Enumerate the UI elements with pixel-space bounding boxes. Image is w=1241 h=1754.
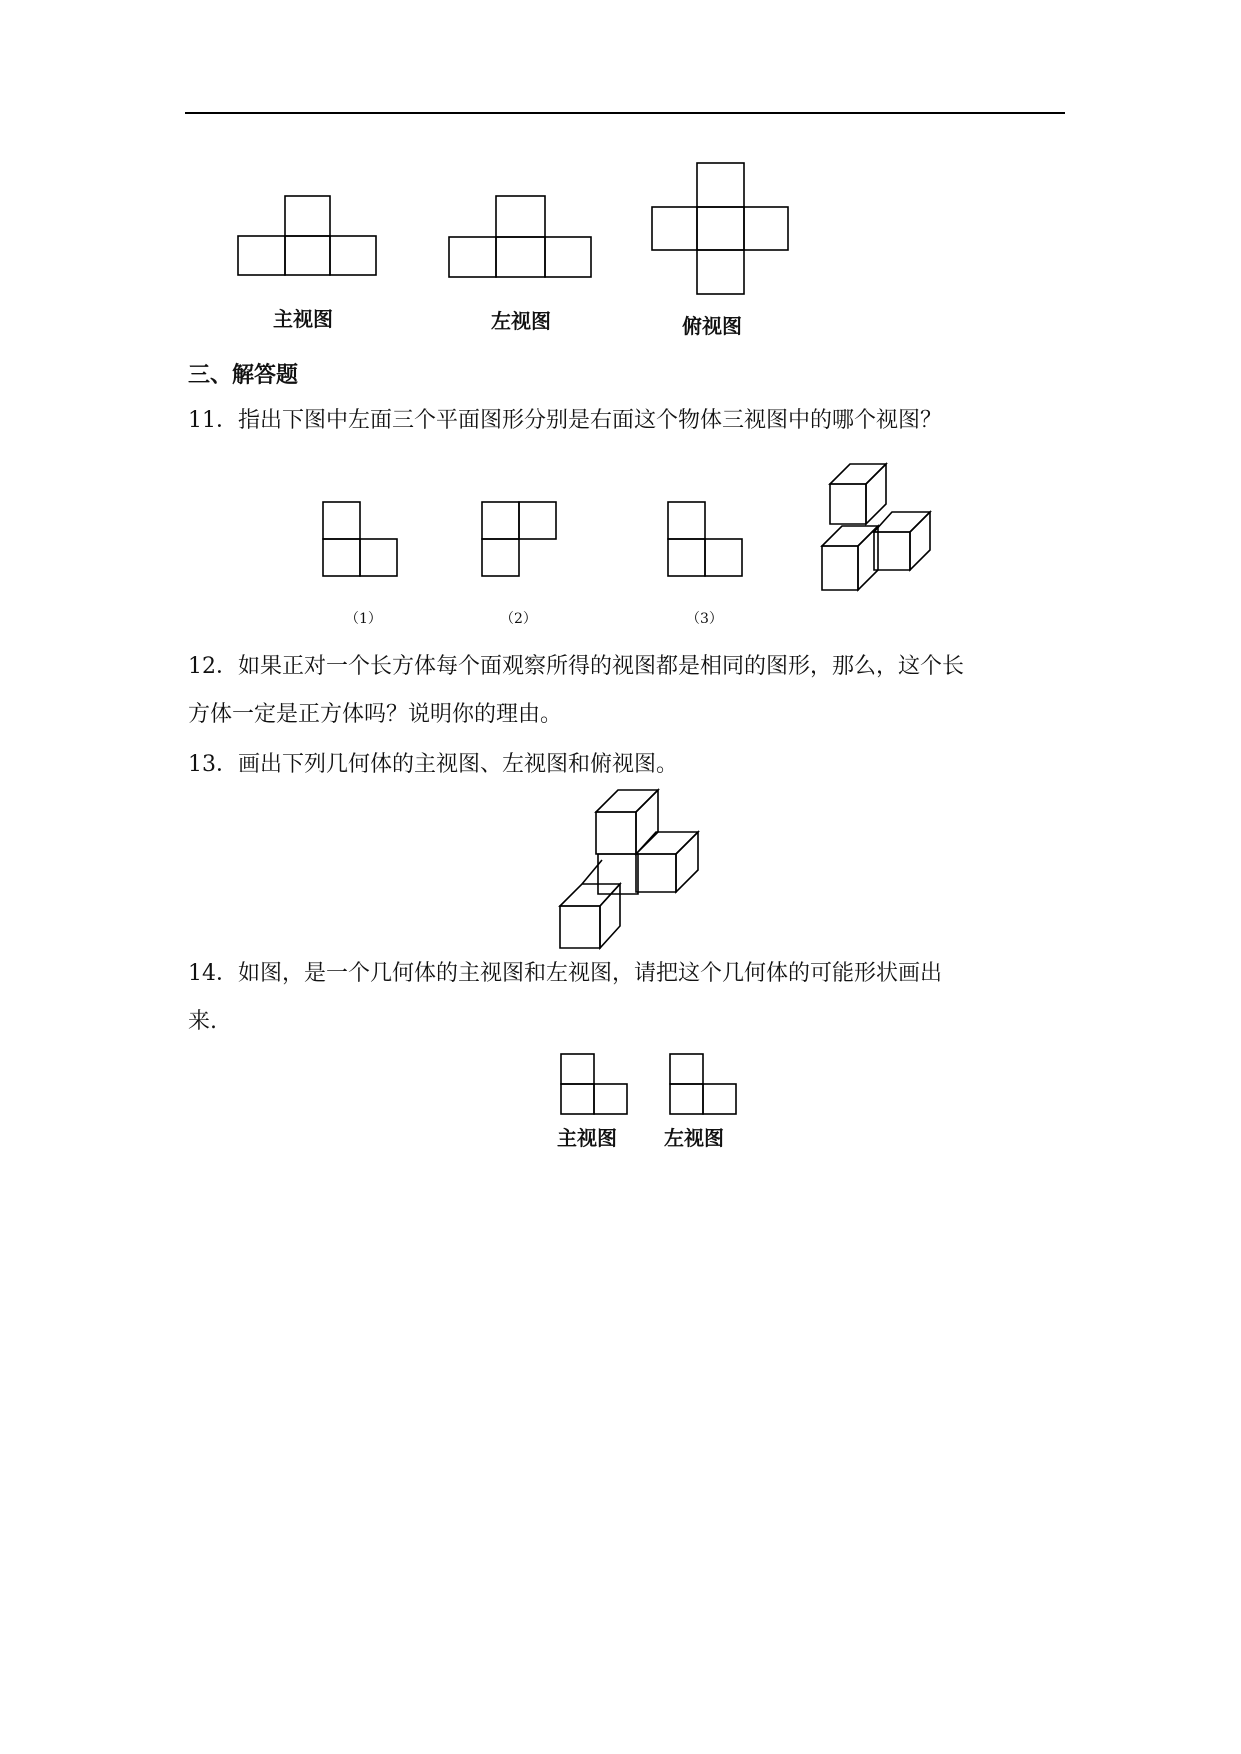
top-view-label: 俯视图 [682, 314, 742, 338]
q11-view-3 [666, 500, 744, 578]
q13-cube-object [558, 788, 698, 950]
q11-label-3: （3） [686, 611, 723, 627]
top-view-cross-figure [650, 162, 790, 296]
question-14-line-2: 来. [188, 1009, 217, 1034]
front-view-t-figure [236, 195, 378, 277]
q14-left-view [668, 1052, 738, 1116]
question-14-line-1: 14．如图，是一个几何体的主视图和左视图，请把这个几何体的可能形状画出 [188, 961, 942, 986]
q11-label-1: （1） [345, 611, 382, 627]
question-11: 11．指出下图中左面三个平面图形分别是右面这个物体三视图中的哪个视图？ [188, 408, 942, 433]
header-rule [185, 112, 1065, 114]
q11-label-2: （2） [500, 611, 537, 627]
q11-cube-object [818, 460, 930, 594]
left-view-label: 左视图 [491, 309, 551, 333]
q11-view-2 [480, 500, 558, 578]
front-view-label: 主视图 [273, 307, 333, 331]
q14-left-view-label: 左视图 [664, 1126, 724, 1150]
q11-view-1 [321, 500, 399, 578]
question-12-line-1: 12．如果正对一个长方体每个面观察所得的视图都是相同的图形，那么，这个长 [188, 654, 964, 679]
section-heading: 三、解答题 [188, 363, 299, 388]
q14-front-view [559, 1052, 629, 1116]
question-12-line-2: 方体一定是正方体吗？说明你的理由。 [188, 702, 563, 727]
left-view-t-figure [447, 195, 593, 279]
q14-front-view-label: 主视图 [557, 1126, 617, 1150]
question-13: 13．画出下列几何体的主视图、左视图和俯视图。 [188, 752, 678, 777]
